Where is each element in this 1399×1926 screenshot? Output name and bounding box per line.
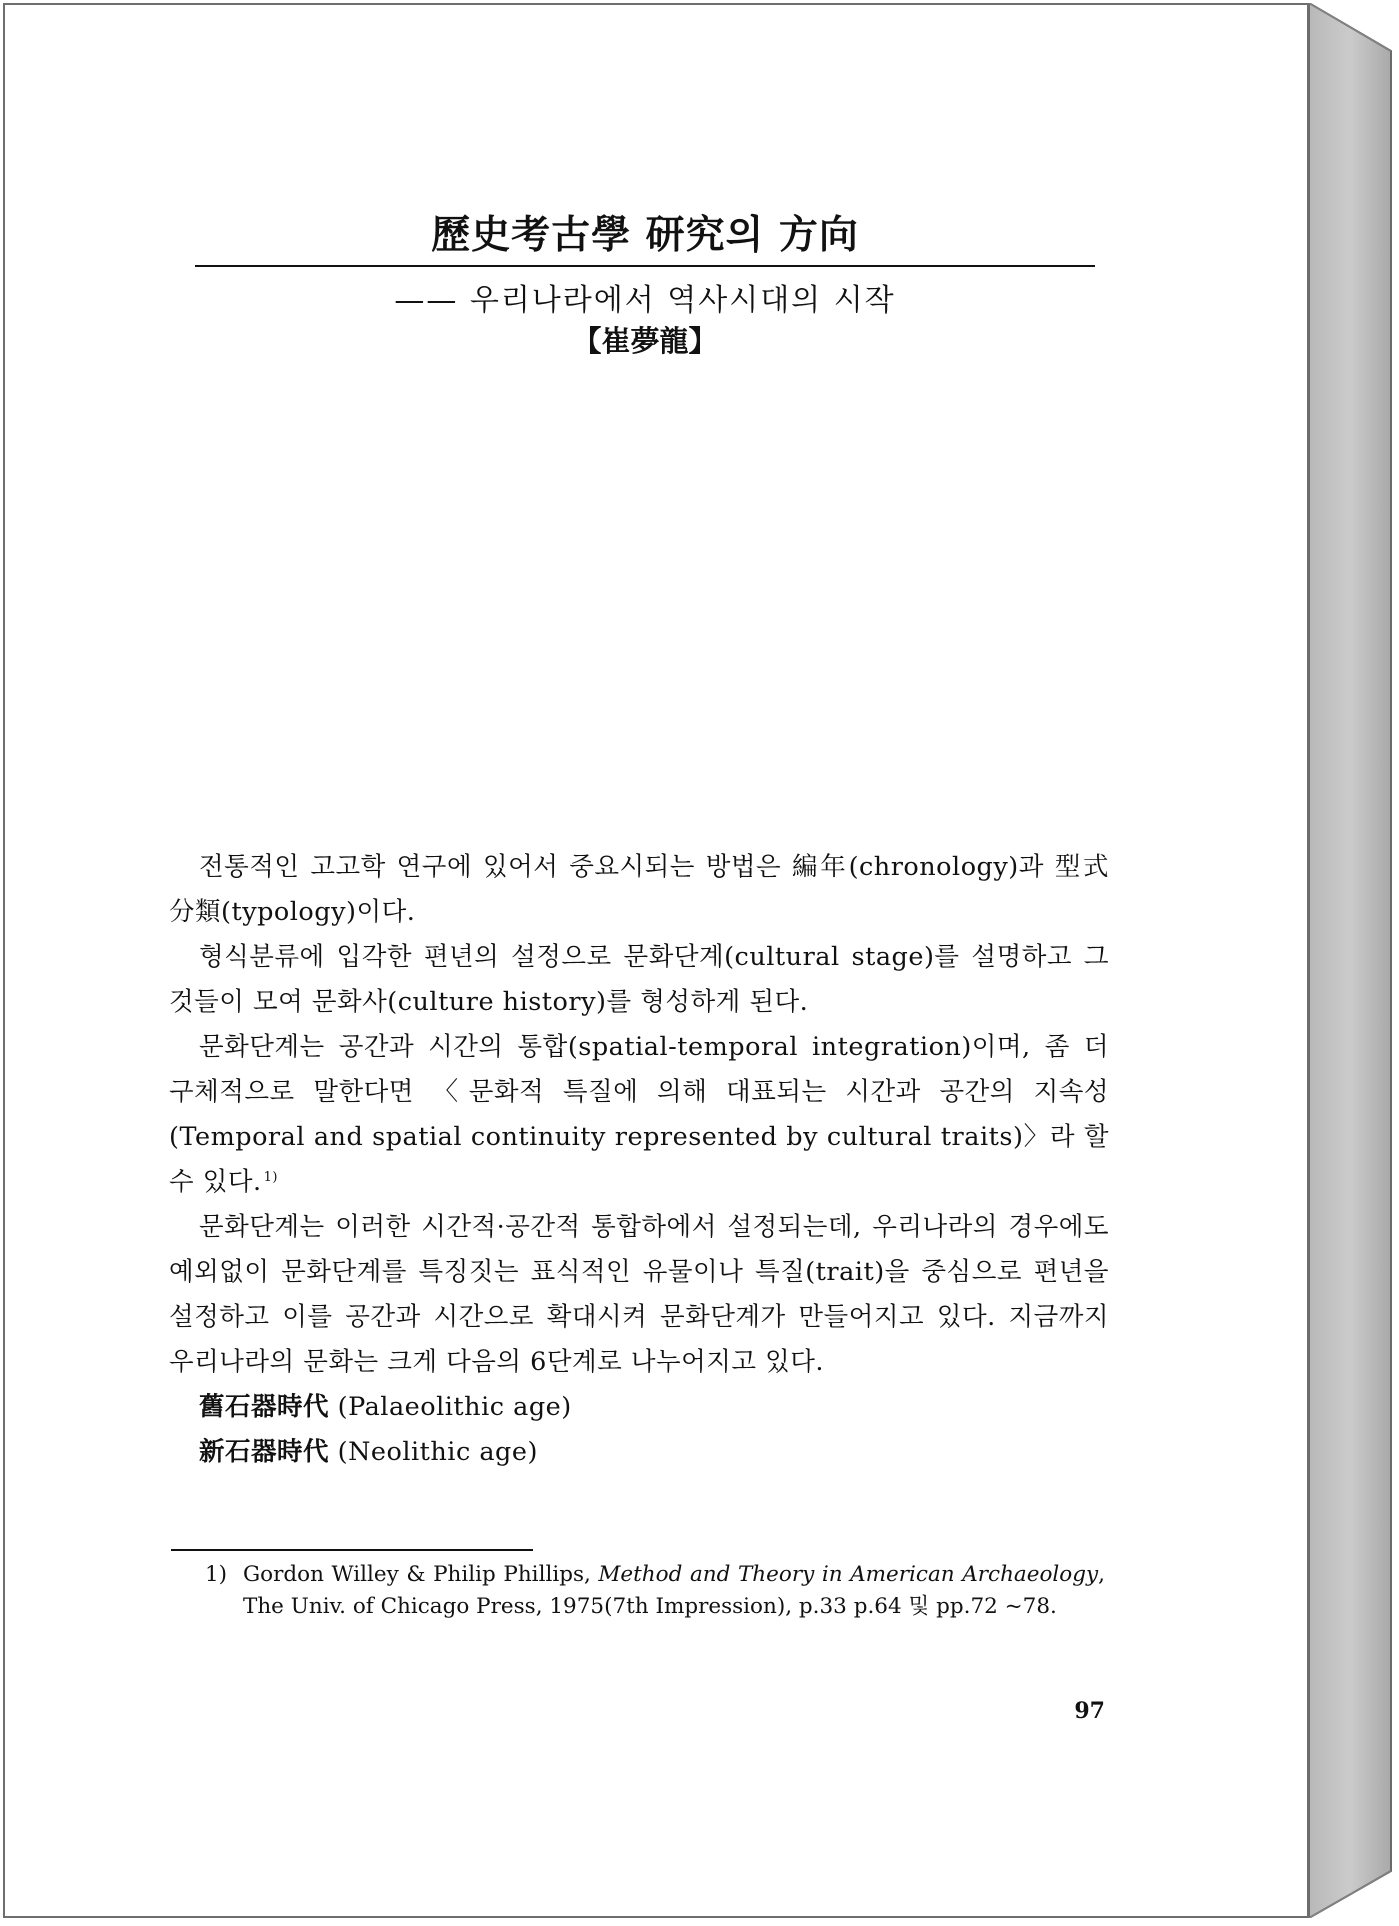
footnote-authors: Gordon Willey & Philip Phillips, [243,1562,599,1587]
footnote-separator [171,1549,533,1551]
era-item-hanja: 舊石器時代 [199,1392,330,1422]
era-item-neolithic [169,1430,1109,1475]
era-item-english: (Palaeolithic age) [329,1392,572,1422]
title-underline [195,265,1095,267]
body-paragraph-3 [169,1025,1109,1205]
body-paragraph-1: 전통적인 고고학 연구에 있어서 중요시되는 방법은 編年(chronology)과 型式分類(typology)이다. [169,852,1109,927]
era-item-hanja: 新石器時代 [199,1437,330,1467]
footnote-reference: 1) [263,1169,278,1185]
body-paragraph-4: 문화단계는 이러한 시간적·공간적 통합하에서 설정되는데, 우리나라의 경우에도 예외없이 문화단계를 특징짓는 표식적인 유물이나 특질(trait)을 중심으로 편년을 설정하고 이를 공간과 시간으로 확대시켜 문화단계가 만들어지고 있다. 지금까지 우리나라의 문화는 크게 다음의 6단계로 나누어지고 있다. [169,1212,1109,1377]
book-page [3,3,1309,1918]
article-body [169,845,1109,1475]
footnote-book-title: Method and Theory in American Archaeology [598,1562,1099,1587]
footnote-number: 1) [205,1562,228,1587]
article-author: 【崔夢龍】 [572,324,718,358]
body-paragraph-2: 형식분류에 입각한 편년의 설정으로 문화단계(cultural stage)를 설명하고 그것들이 모여 문화사(culture history)를 형성하게 된다. [169,942,1109,1017]
footnote-publication: , The Univ. of Chicago Press, 1975(7th Impression), p.33 p.64 및 pp.72 ~78. [243,1562,1105,1619]
page-number: 97 [1074,1698,1105,1724]
article-subtitle: —— 우리나라에서 역사시대의 시작 [394,283,896,318]
era-item-palaeolithic [169,1385,1109,1430]
era-item-english: (Neolithic age) [329,1437,538,1467]
footnote-text [205,1559,1105,1623]
body-paragraph-3-text: 문화단계는 공간과 시간의 통합(spatial-temporal integration)이며, 좀 더 구체적으로 말한다면 〈문화적 특질에 의해 대표되는 시간과 공간의 지속성 (Temporal and spatial continuity represented by cultural traits)〉라 할 수 있다. [169,1032,1109,1197]
footnote [205,1559,1105,1623]
book-thickness-edge [1309,3,1397,1918]
article-title: 歷史考古學 研究의 方向 [431,212,859,258]
